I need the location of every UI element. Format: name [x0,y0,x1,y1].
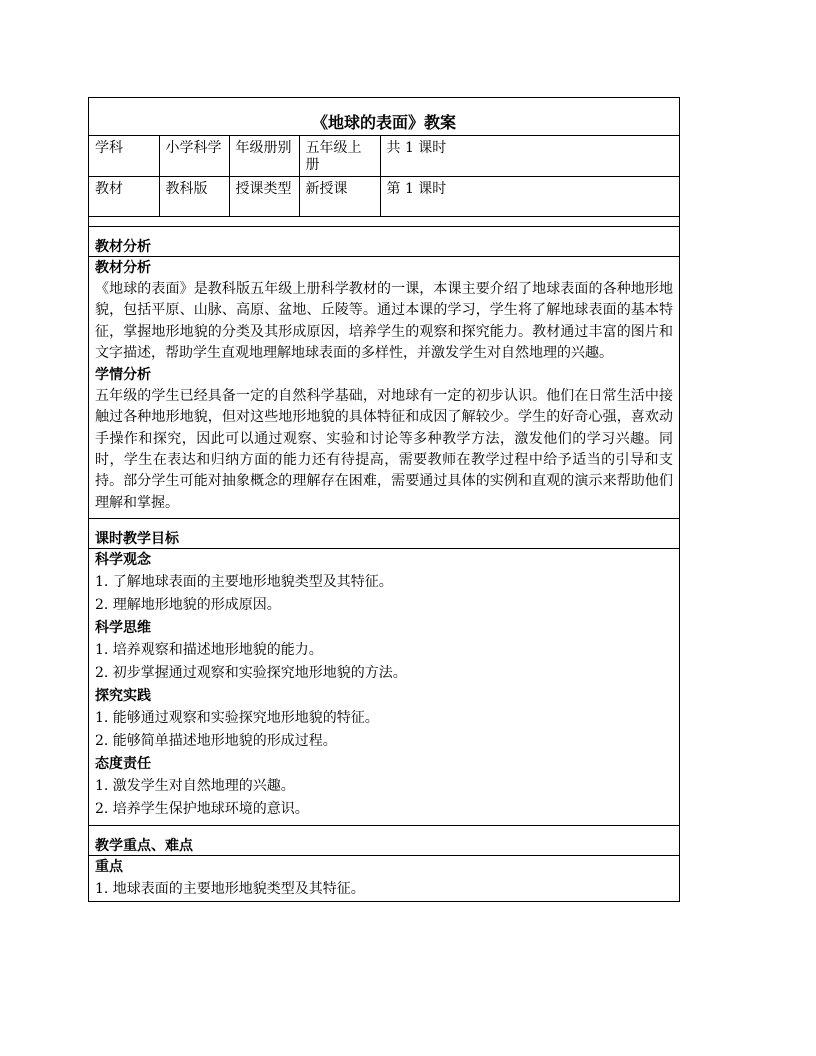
document-title: 《地球的表面》教案 [89,98,679,136]
info-cell: 新授课 [299,177,380,217]
lesson-plan-document [88,97,680,902]
objective-item: 2. 能够简单描述地形地貌的形成过程。 [95,732,337,749]
objective-item: 1. 了解地球表面的主要地形地貌类型及其特征。 [95,573,393,590]
textbook-analysis-text: 《地球的表面》是教科版五年级上册科学教材的一课，本课主要介绍了地球表面的各种地形地貌，包括平原、山脉、高原、盆地、丘陵等。通过本课的学习，学生将了解地球表面的基本特征，掌握地形地貌的分类及其形成原因，培养学生的观察和探究能力。教材通过丰富的图片和文字描述，帮助学生直观地理解地球表面的多样性，并激发学生对自然地理的兴趣。 [95,281,673,361]
objective-group-heading: 探究实践 [95,687,151,704]
info-cell: 共 1 课时 [380,136,679,177]
info-row [89,136,679,177]
info-cell: 教科版 [159,177,229,217]
section-header-objectives: 课时教学目标 [89,518,679,549]
objective-item: 2. 培养学生保护地球环境的意识。 [95,800,309,817]
section-header-analysis: 教材分析 [89,226,679,257]
key-point-item: 1. 地球表面的主要地形地貌类型及其特征。 [95,880,365,897]
key-points-section [89,856,679,901]
section-header-key-points: 教学重点、难点 [89,825,679,856]
objective-item: 2. 理解地形地貌的形成原因。 [95,596,281,613]
info-table [89,136,679,217]
objective-item: 1. 能够通过观察和实验探究地形地貌的特征。 [95,709,379,726]
analysis-section [89,257,679,516]
info-cell: 第 1 课时 [380,177,679,217]
objective-group-heading: 科学观念 [95,551,151,568]
textbook-analysis-heading: 教材分析 [95,260,151,276]
info-row [89,177,679,217]
info-cell: 五年级上册 [299,136,380,177]
info-cell: 授课类型 [229,177,299,217]
objective-item: 1. 激发学生对自然地理的兴趣。 [95,777,295,794]
info-cell: 教材 [89,177,159,217]
objectives-section [89,549,679,823]
objective-item: 1. 培养观察和描述地形地貌的能力。 [95,641,323,658]
objective-item: 2. 初步掌握通过观察和实验探究地形地貌的方法。 [95,664,407,681]
key-point-heading: 重点 [95,858,123,875]
info-cell: 小学科学 [159,136,229,177]
info-cell: 年级册别 [229,136,299,177]
student-analysis-text: 五年级的学生已经具备一定的自然科学基础，对地球有一定的初步认识。他们在日常生活中接触过各种地形地貌，但对这些地形地貌的具体特征和成因了解较少。学生的好奇心强，喜欢动手操作和探究，因此可以通过观察、实验和讨论等多种教学方法，激发他们的学习兴趣。同时，学生在表达和归纳方面的能力还有待提高，需要教师在教学过程中给予适当的引导和支持。部分学生可能对抽象概念的理解存在困难，需要通过具体的实例和直观的演示来帮助他们理解和掌握。 [95,388,673,511]
info-cell: 学科 [89,136,159,177]
objective-group-heading: 科学思维 [95,619,151,636]
student-analysis-heading: 学情分析 [95,367,151,384]
objective-group-heading: 态度责任 [95,755,151,772]
